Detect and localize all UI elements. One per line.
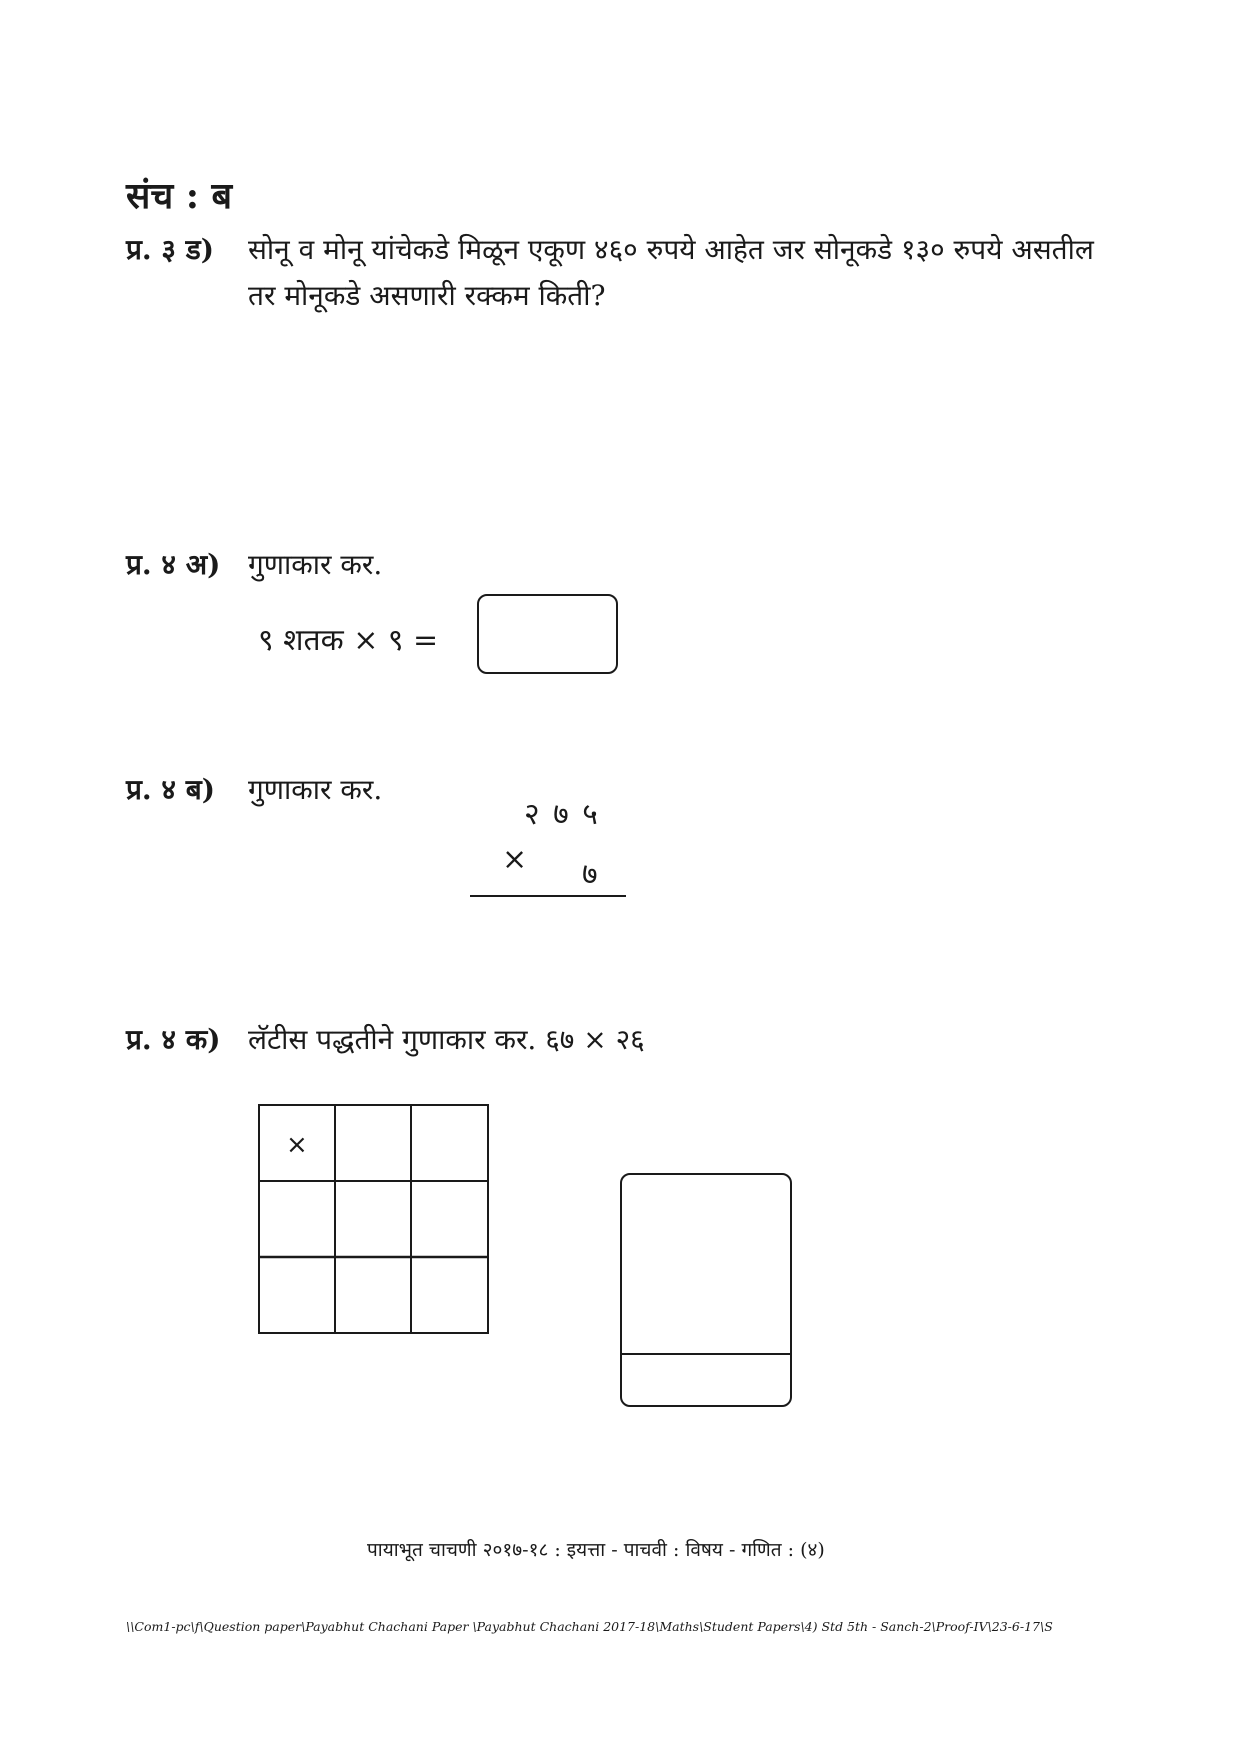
multiplier: ७ — [582, 857, 598, 892]
lattice-corner-symbol: × — [286, 1130, 308, 1160]
question-4a-text: गुणाकार कर. — [248, 548, 383, 581]
question-4a-equation: ९ शतक × ९ = — [258, 623, 439, 658]
question-4c-label: प्र. ४ क) — [126, 1023, 221, 1056]
question-4c-text: लॅटीस पद्धतीने गुणाकार कर. ६७ × २६ — [248, 1023, 645, 1056]
answer-rule — [470, 895, 626, 897]
question-4a-label: प्र. ४ अ) — [126, 548, 221, 581]
answer-box-4c[interactable] — [620, 1173, 792, 1407]
question-3d-label: प्र. ३ ड) — [126, 233, 214, 266]
answer-box-4a[interactable] — [477, 594, 618, 674]
question-4b-label: प्र. ४ ब) — [126, 773, 215, 806]
question-3d-line2: तर मोनूकडे असणारी रक्कम किती? — [248, 279, 606, 312]
page-footer: पायाभूत चाचणी २०१७-१८ : इयत्ता - पाचवी : विषय - गणित : (४) — [367, 1539, 825, 1561]
file-path: \\Com1-pc\f\Question paper\Payabhut Chachani Paper \Payabhut Chachani 2017-18\Maths\Student Papers\4) Std 5th - Sanch-2\Proof-IV\23-6-17\S — [126, 1619, 1053, 1634]
question-3d-line1: सोनू व मोनू यांचेकडे मिळून एकूण ४६० रुपये आहेत जर सोनूकडे १३० रुपये असतील — [248, 233, 1094, 266]
answer-box-divider — [622, 1353, 790, 1355]
multiplicand: २ ७ ५ — [524, 797, 600, 832]
set-heading: संच : ब — [126, 175, 233, 217]
multiply-operator: × — [502, 842, 528, 877]
question-4b-text: गुणाकार कर. — [248, 773, 383, 806]
